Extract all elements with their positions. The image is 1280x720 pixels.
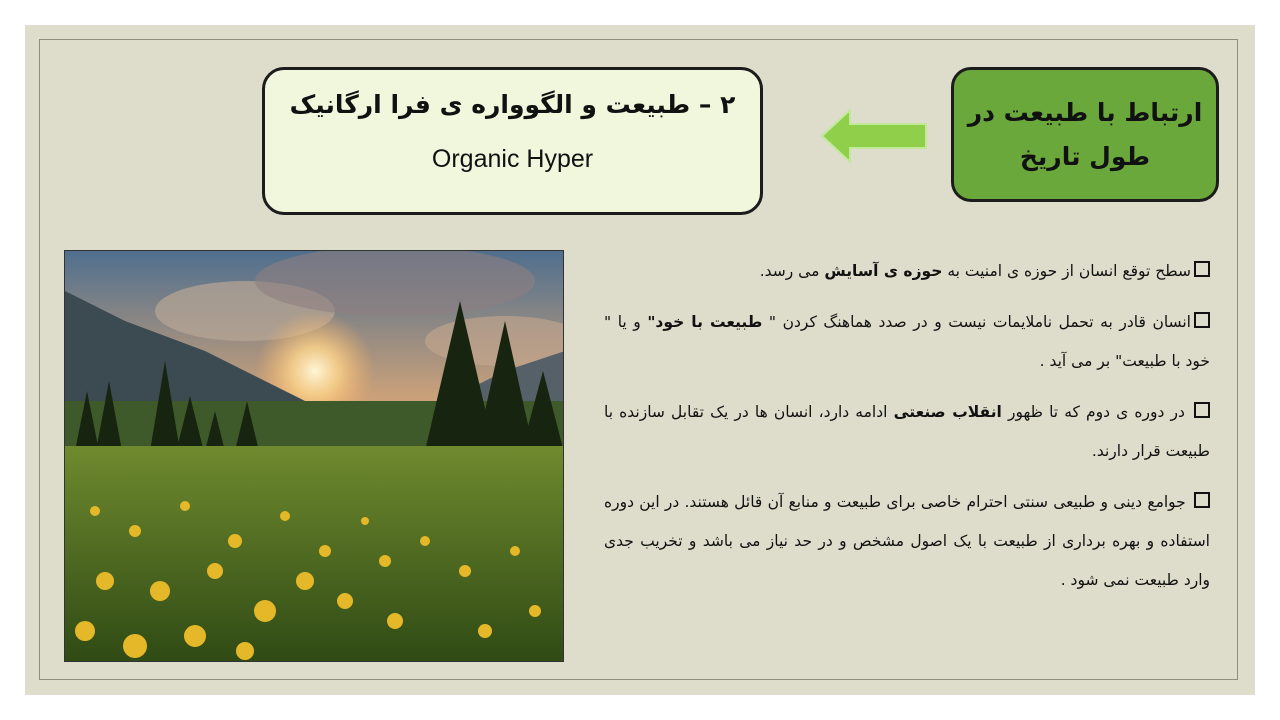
bullet-list	[604, 252, 1210, 612]
bullet-item: انسان قادر به تحمل ناملایمات نیست و در صدد هماهنگ کردن " طبیعت با خود" و یا " خود با طبیعت" بر می آید .	[604, 313, 1210, 370]
title-box	[262, 67, 763, 215]
slide-title: ۲ – طبیعت و الگوواره ی فرا ارگانیک	[289, 90, 736, 119]
section-heading-line-1: ارتباط با طبیعت در	[967, 97, 1203, 127]
landscape-image	[65, 251, 564, 662]
meadow-landscape-photo	[64, 250, 564, 662]
bullet-item: جوامع دینی و طبیعی سنتی احترام خاصی برای طبیعت و منابع آن قائل هستند. در این دوره استفاده و بهره برداری از طبیعت با یک اصول مشخص و در حد نیاز می باشد و تخریب جدی وارد طبیعت نمی شود .	[604, 493, 1210, 589]
checkbox-bullet-icon	[1194, 312, 1210, 328]
left-arrow-icon	[820, 108, 930, 164]
bullet-item: سطح توقع انسان از حوزه ی امنیت به حوزه ی آسایش می رسد.	[604, 252, 1210, 291]
bullet-item: در دوره ی دوم که تا ظهور انقلاب صنعتی ادامه دارد، انسان ها در یک تقابل سازنده با طبیعت قرار دارند.	[604, 403, 1210, 460]
slide-subtitle: Organic Hyper	[431, 145, 594, 173]
section-heading-line-2: طول تاریخ	[1019, 141, 1151, 171]
section-heading-box	[951, 67, 1219, 202]
checkbox-bullet-icon	[1194, 492, 1210, 508]
checkbox-bullet-icon	[1194, 261, 1210, 277]
checkbox-bullet-icon	[1194, 402, 1210, 418]
